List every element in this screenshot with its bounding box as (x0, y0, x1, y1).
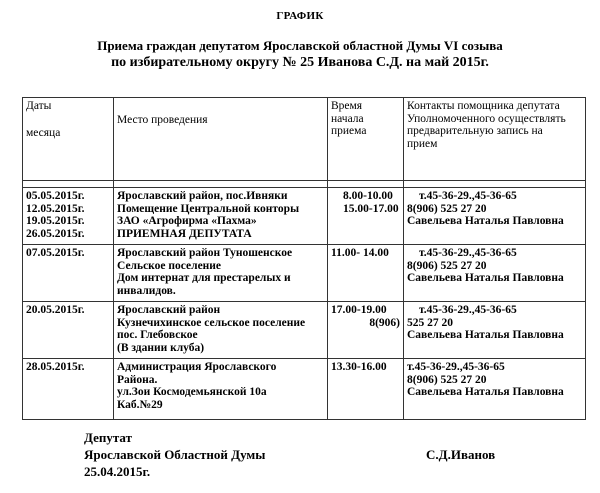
contact-name-text: Савельева Наталья Павловна (407, 329, 564, 341)
place-text: Каб.№29 (117, 398, 163, 411)
cell-contacts (404, 359, 586, 420)
place-text: Района. (117, 373, 158, 386)
header-place (114, 98, 328, 181)
cell-place (114, 302, 328, 359)
cell-place (114, 359, 328, 420)
place-text: ПРИЕМНАЯ ДЕПУТАТА (117, 227, 252, 240)
mobile-text: 525 27 20 (407, 316, 453, 329)
contact-name-text: Савельева Наталья Павловна (407, 215, 564, 227)
header-time-line: начала (331, 112, 364, 125)
header-contacts (404, 98, 586, 181)
cell-dates (23, 188, 114, 245)
place-text: (В здании клуба) (117, 341, 205, 354)
header-contacts-line: предварительную запись на (407, 125, 543, 137)
cell-place (114, 188, 328, 245)
place-text: инвалидов. (117, 284, 176, 297)
document-subtitle-line1: Приема граждан депутатом Ярославской областной Думы VI созыва (97, 38, 503, 53)
cell-contacts (404, 245, 586, 302)
cell-dates (23, 245, 114, 302)
footer-signature: С.Д.Иванов (426, 447, 496, 462)
time-text: 17.00-19.00 (331, 304, 387, 316)
cell-dates (23, 359, 114, 420)
place-text: ЗАО «Агрофирма «Пахма» (117, 215, 257, 227)
table-header-row (23, 98, 586, 181)
header-contacts-line: Контакты помощника депутата (407, 100, 560, 112)
place-text: Ярославский район Туношенское (117, 247, 293, 259)
cell-time (328, 245, 404, 302)
header-dates (23, 98, 114, 181)
header-time-line: Время (331, 100, 363, 112)
footer-role-line2: Ярославской Областной Думы (84, 447, 266, 462)
phone-text: т.45-36-29.,45-36-65 (419, 190, 517, 202)
place-text: Ярославский район, пос.Ивняки (117, 190, 288, 202)
place-text: Помещение Центральной конторы (117, 202, 300, 215)
cell-contacts (404, 302, 586, 359)
mobile-text: 8(906) 525 27 20 (407, 202, 487, 215)
schedule-table (22, 97, 586, 420)
table-row (23, 359, 586, 420)
place-text: Администрация Ярославского (117, 361, 277, 373)
place-text: Ярославский район (117, 304, 221, 316)
date-text: 12.05.2015г. (26, 202, 85, 215)
header-contacts-line: Уполномоченного осуществлять (407, 112, 566, 125)
document-title: ГРАФИК (276, 10, 324, 22)
date-text: 07.05.2015г. (26, 247, 85, 259)
header-time (328, 98, 404, 181)
time-text: 8.00-10.00 (343, 190, 393, 202)
table-row (23, 188, 586, 245)
mobile-text: 8(906) 525 27 20 (407, 373, 487, 386)
header-dates-label: Даты (26, 100, 52, 112)
footer-role-line1: Депутат (84, 430, 132, 445)
cell-time (328, 188, 404, 245)
mobile-text: 8(906) 525 27 20 (407, 259, 487, 272)
contact-name-text: Савельева Наталья Павловна (407, 386, 564, 398)
cell-time (328, 359, 404, 420)
phone-text: т.45-36-29.,45-36-65 (419, 247, 517, 259)
date-text: 19.05.2015г. (26, 215, 85, 227)
date-text: 05.05.2015г. (26, 190, 85, 202)
place-text: ул.Зои Космодемьянской 10а (117, 386, 267, 398)
table-divider-row (23, 181, 586, 188)
document-subtitle-line2: по избирательному округу № 25 Иванова С.Д. на май 2015г. (111, 55, 489, 70)
place-text: Дом интернат для престарелых и (117, 272, 291, 284)
time-text: 15.00-17.00 (343, 202, 399, 215)
date-text: 20.05.2015г. (26, 304, 85, 316)
phone-text: т.45-36-29.,45-36-65 (407, 361, 505, 373)
table-row (23, 245, 586, 302)
cell-contacts (404, 188, 586, 245)
time-text: 11.00- 14.00 (331, 247, 389, 259)
place-text: Кузнечихинское сельское поселение (117, 316, 306, 329)
contact-name-text: Савельева Наталья Павловна (407, 272, 564, 284)
place-text: Сельское поселение (117, 259, 222, 272)
cell-dates (23, 302, 114, 359)
header-time-line: приема (331, 125, 367, 137)
phone-text: т.45-36-29.,45-36-65 (419, 304, 517, 316)
date-text: 28.05.2015г. (26, 361, 85, 373)
time-text: 13.30-16.00 (331, 361, 387, 373)
cell-time (328, 302, 404, 359)
date-text: 26.05.2015г. (26, 227, 85, 240)
cell-place (114, 245, 328, 302)
footer-date: 25.04.2015г. (84, 464, 151, 479)
header-place-label: Место проведения (117, 114, 208, 126)
place-text: пос. Глебовское (117, 329, 198, 341)
header-contacts-line: прием (407, 137, 438, 150)
header-month-label: месяца (26, 126, 61, 139)
mobile-prefix-text: 8(906) (369, 316, 400, 329)
table-row (23, 302, 586, 359)
